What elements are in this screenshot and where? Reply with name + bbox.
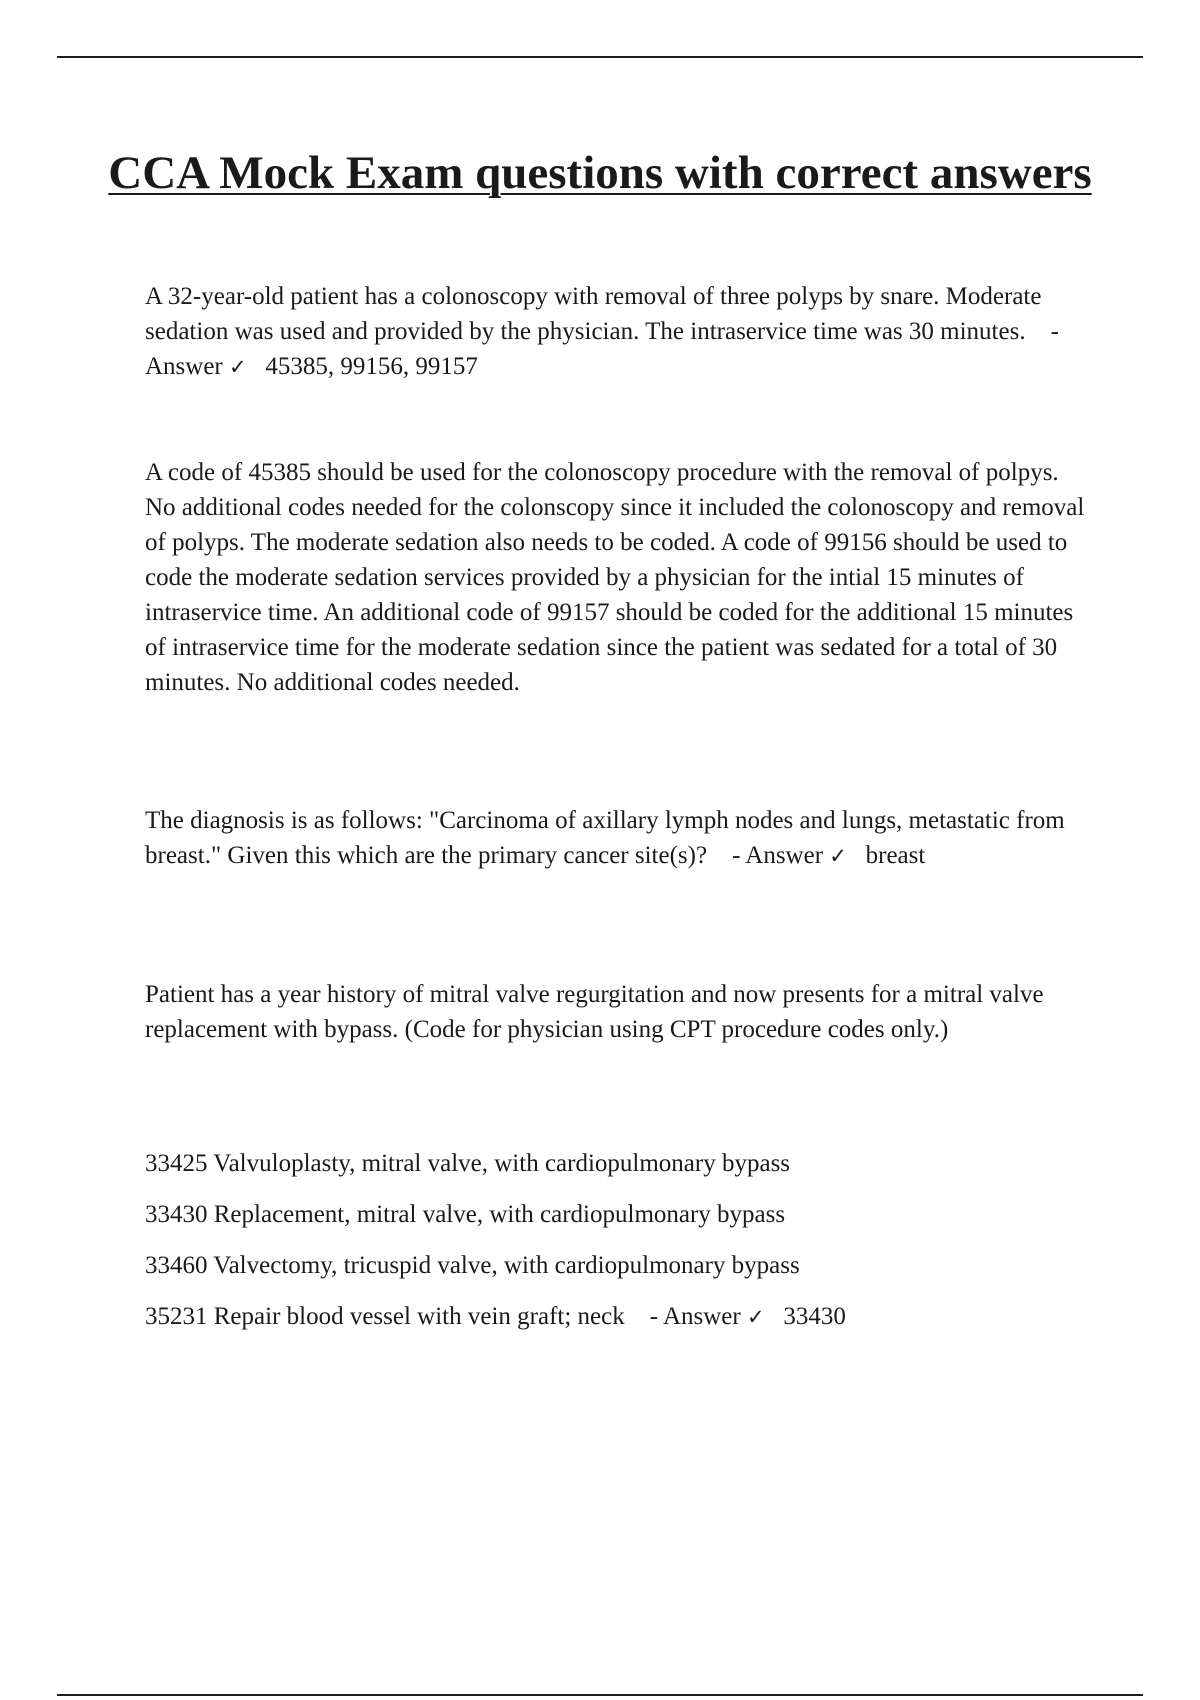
question-3: Patient has a year history of mitral valve regurgitation and now presents for a mitral valve replacement with bypass. (Code for physician using CPT procedure codes only.)	[145, 981, 1044, 1043]
check-icon: ✓	[829, 844, 847, 868]
option-33430: 33430 Replacement, mitral valve, with cardiopulmonary bypass	[145, 1201, 786, 1228]
answer-marker: - Answer	[732, 842, 824, 869]
check-icon: ✓	[229, 355, 247, 379]
question-1-text: A 32-year-old patient has a colonoscopy with removal of three polyps by snare. Moderate sedation was used and provided by the physician. The intraservice time was 30 minutes.	[145, 283, 1042, 345]
question-2-text: The diagnosis is as follows: "Carcinoma of axillary lymph nodes and lungs, metastatic from breast." Given this which are the primary cancer site(s)?	[145, 807, 1065, 869]
question-3-answer: 33430	[783, 1303, 846, 1330]
answer-marker: - Answer	[649, 1303, 741, 1330]
check-icon: ✓	[746, 1305, 765, 1329]
option-33425: 33425 Valvuloplasty, mitral valve, with cardiopulmonary bypass	[145, 1150, 791, 1177]
option-35231-text: 35231 Repair blood vessel with vein graft; neck	[145, 1303, 625, 1330]
question-1-answer: 45385, 99156, 99157	[265, 353, 478, 380]
top-rule	[57, 56, 1143, 58]
answer-marker: - Answer	[145, 318, 1059, 380]
document-title: CCA Mock Exam questions with correct answers	[108, 147, 1092, 199]
question-1-explanation: A code of 45385 should be used for the colonoscopy procedure with the removal of polpys. No additional codes needed for the colonscopy since it included the colonoscopy and removal of polyps. The moderate sedation also needs to be coded. A code of 99156 should be used to code the moderate sedation services provided by a physician for the intial 15 minutes of intraservice time. An additional code of 99157 should be coded for the additional 15 minutes of intraservice time for the moderate sedation since the patient was sedated for a total of 30 minutes. No additional codes needed.	[145, 459, 1085, 696]
question-2	[145, 803, 1095, 874]
option-33460: 33460 Valvectomy, tricuspid valve, with cardiopulmonary bypass	[145, 1252, 800, 1279]
question-1	[145, 279, 1095, 385]
option-35231	[145, 1299, 1095, 1350]
bottom-rule	[57, 1694, 1143, 1696]
question-2-answer: breast	[865, 842, 926, 869]
question-3-options	[145, 1146, 1095, 1350]
